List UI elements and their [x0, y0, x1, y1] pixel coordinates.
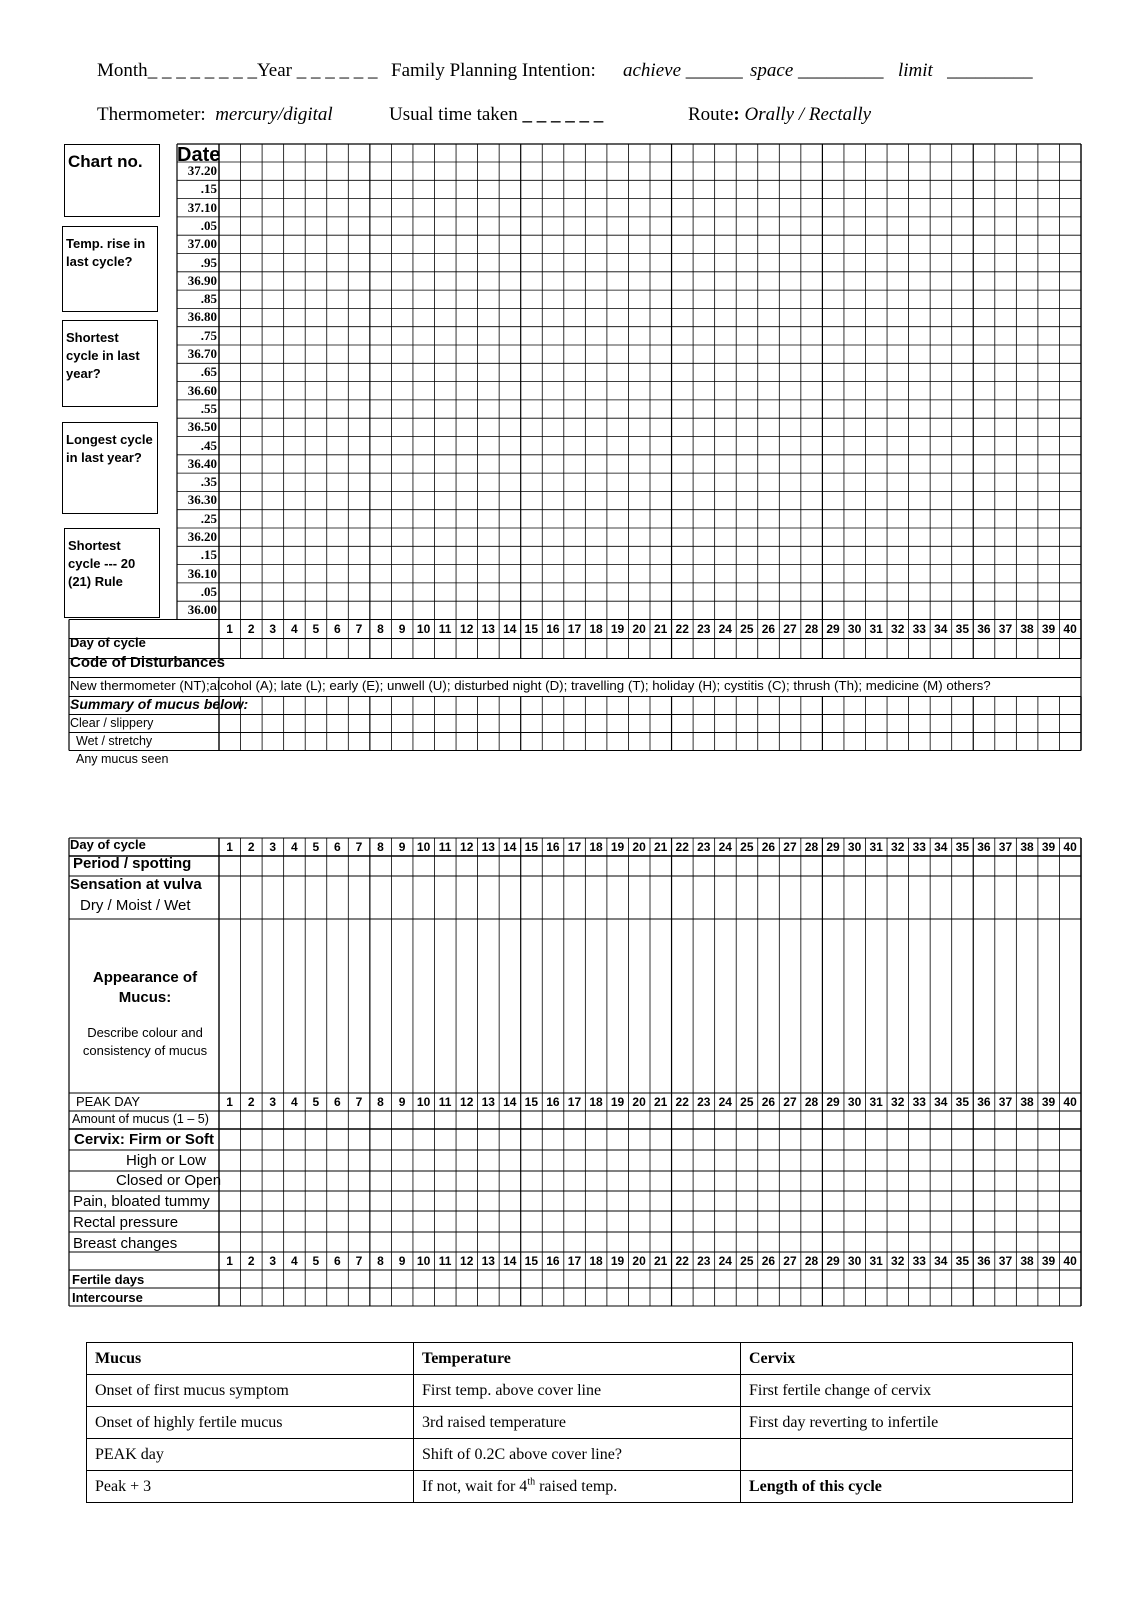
day-number: 28	[804, 840, 819, 854]
day-number: 37	[998, 1095, 1013, 1109]
day-number: 26	[761, 1095, 776, 1109]
day-number: 25	[740, 621, 754, 636]
summary-cell: PEAK day	[87, 1439, 414, 1471]
day-number: 2	[247, 840, 255, 854]
temperature-label: .35	[200, 474, 217, 490]
day-number: 32	[891, 1254, 905, 1268]
day-number: 13	[481, 1254, 495, 1268]
day-number: 6	[334, 840, 341, 854]
temperature-label: .45	[200, 437, 217, 453]
day-number: 5	[312, 840, 320, 854]
summary-header-temperature: Temperature	[414, 1343, 741, 1375]
day-number: 36	[977, 1095, 991, 1109]
day-number: 17	[567, 840, 582, 854]
day-number: 17	[567, 1095, 582, 1109]
day-number: 37	[998, 1254, 1013, 1268]
summary-cell: First day reverting to infertile	[741, 1407, 1073, 1439]
temperature-label: .65	[200, 364, 217, 380]
day-number: 24	[718, 1095, 732, 1109]
day-number: 28	[804, 1254, 819, 1268]
summary-cell: Shift of 0.2C above cover line?	[414, 1439, 741, 1471]
day-number: 33	[912, 840, 926, 854]
temperature-label: .85	[200, 291, 217, 307]
breast-label: Breast changes	[73, 1235, 178, 1252]
cervix-firm-label: Cervix: Firm or Soft	[74, 1131, 215, 1148]
fourth-raised-temp: If not, wait for 4th raised temp.	[422, 1476, 618, 1496]
day-number: 15	[524, 1095, 539, 1109]
summary-cell-4th	[414, 1471, 741, 1503]
longest-cycle-box[interactable]: Longest cycle in last year?	[62, 422, 158, 514]
fertile-days-label: Fertile days	[72, 1272, 145, 1287]
day-number: 31	[869, 840, 883, 854]
summary-cell: First temp. above cover line	[414, 1375, 741, 1407]
chart-no-box[interactable]: Chart no.	[64, 144, 160, 217]
summary-header-cervix: Cervix	[741, 1343, 1073, 1375]
table-row	[87, 1407, 1073, 1439]
day-number: 35	[955, 1254, 970, 1268]
day-number: 7	[355, 621, 363, 636]
day-number: 11	[438, 621, 452, 636]
day-number: 37	[998, 840, 1013, 854]
day-number: 34	[934, 1254, 948, 1268]
code-of-disturbances-label: Code of Disturbances	[70, 654, 226, 671]
day-number: 7	[355, 1254, 363, 1268]
day-number: 13	[481, 1095, 495, 1109]
space-label: space	[750, 60, 794, 81]
pain-label: Pain, bloated tummy	[73, 1193, 210, 1210]
summary-cell: First fertile change of cervix	[741, 1375, 1073, 1407]
day-number: 39	[1041, 1254, 1056, 1268]
day-number: 16	[546, 621, 560, 636]
day-number: 35	[955, 1095, 970, 1109]
day-number: 11	[438, 1254, 452, 1268]
day-number: 39	[1041, 621, 1056, 636]
day-number: 1	[226, 840, 233, 854]
summary-header-mucus: Mucus	[87, 1343, 414, 1375]
day-number: 13	[481, 621, 495, 636]
temperature-label: 36.30	[187, 492, 217, 508]
day-number: 9	[398, 840, 406, 854]
day-number: 22	[675, 621, 689, 636]
day-number: 40	[1063, 621, 1077, 636]
temperature-label: 36.40	[187, 455, 217, 471]
day-number: 35	[955, 840, 970, 854]
day-number: 32	[891, 621, 905, 636]
sensation-label: Sensation at vulva	[70, 876, 202, 893]
day-number: 18	[589, 1254, 603, 1268]
day-number: 20	[632, 1095, 646, 1109]
day-number: 16	[546, 1254, 560, 1268]
summary-cell-length[interactable]: Length of this cycle	[741, 1471, 1073, 1503]
day-number: 31	[869, 621, 883, 636]
day-number: 28	[804, 1095, 819, 1109]
day-number: 27	[783, 621, 797, 636]
day-number: 29	[826, 1095, 840, 1109]
day-number: 23	[697, 1254, 711, 1268]
day-number: 29	[826, 840, 840, 854]
wet-stretchy-label: Wet / stretchy	[76, 734, 153, 748]
day-number: 12	[460, 621, 474, 636]
day-number: 5	[312, 621, 320, 636]
day-number: 19	[610, 1095, 625, 1109]
appearance-desc: Describe colour and consistency of mucus	[82, 1025, 208, 1058]
month-field[interactable]: _ _ _ _ _ _ _ _	[147, 60, 257, 81]
summary-cell: Onset of first mucus symptom	[87, 1375, 414, 1407]
day-number: 5	[312, 1095, 320, 1109]
day-number: 19	[610, 1254, 625, 1268]
day-number: 23	[697, 621, 711, 636]
day-number: 25	[740, 1095, 754, 1109]
day-number: 2	[247, 1095, 255, 1109]
day-number: 29	[826, 1254, 840, 1268]
day-number: 30	[847, 621, 862, 636]
day-number: 12	[460, 1254, 474, 1268]
day-number: 3	[269, 1254, 277, 1268]
disturbances-text: New thermometer (NT);alcohol (A); late (L); early (E); unwell (U); disturbed night (D); travelling (T); holiday (H); cystitis (C); thrush (Th); medicine (M) others?	[70, 678, 991, 693]
day-number: 20	[632, 840, 646, 854]
day-number: 26	[761, 621, 776, 636]
space-field[interactable]: _________	[798, 60, 884, 81]
day-number: 33	[912, 621, 926, 636]
day-number: 28	[804, 621, 819, 636]
temp-rise-box[interactable]: Temp. rise in last cycle?	[62, 226, 158, 312]
day-number: 14	[503, 1095, 517, 1109]
peak-day-label: PEAK DAY	[76, 1094, 141, 1109]
day-number: 10	[416, 621, 431, 636]
day-number: 19	[610, 621, 625, 636]
day-number: 32	[891, 840, 905, 854]
summary-table	[86, 1342, 1073, 1503]
day-number: 9	[398, 1095, 406, 1109]
period-spotting-label: Period / spotting	[73, 855, 192, 872]
day-number: 3	[269, 840, 277, 854]
day-number: 18	[589, 621, 603, 636]
day-number: 10	[416, 1254, 431, 1268]
temperature-label: .25	[200, 510, 217, 526]
day-number: 16	[546, 840, 560, 854]
summary-of-mucus-label: Summary of mucus below:	[70, 696, 249, 712]
achieve-field[interactable]: ______	[685, 60, 743, 81]
day-number: 26	[761, 840, 776, 854]
day-number: 14	[503, 840, 517, 854]
amount-of-mucus-label: Amount of mucus (1 – 5)	[72, 1112, 209, 1126]
day-number: 4	[290, 840, 298, 854]
day-number: 3	[269, 621, 277, 636]
day-number: 10	[416, 840, 431, 854]
day-number: 11	[438, 840, 452, 854]
day-number: 11	[438, 1095, 452, 1109]
day-number: 30	[847, 840, 862, 854]
thermometer-label: Thermometer:	[97, 104, 206, 125]
summary-header-row	[87, 1343, 1073, 1375]
temperature-label: 36.50	[187, 419, 217, 435]
day-number: 37	[998, 621, 1013, 636]
temperature-label: .05	[200, 583, 217, 599]
summary-cell[interactable]	[741, 1439, 1073, 1471]
day-number: 8	[377, 621, 384, 636]
day-number: 40	[1063, 840, 1077, 854]
day-number: 38	[1020, 1095, 1034, 1109]
month-label: Month	[97, 60, 148, 81]
day-number: 34	[934, 840, 948, 854]
day-number: 30	[847, 1254, 862, 1268]
usual-time-field[interactable]: _ _ _ _ _ _	[522, 104, 604, 125]
shortest-cycle-box[interactable]: Shortest cycle in last year?	[62, 320, 158, 407]
route-colon: :	[733, 104, 740, 125]
rectal-label: Rectal pressure	[73, 1214, 179, 1231]
day-number: 21	[653, 1254, 668, 1268]
day-number: 34	[934, 1095, 948, 1109]
day-number: 24	[718, 1254, 732, 1268]
cervix-closed-label: Closed or Open	[116, 1172, 222, 1189]
limit-label: limit	[898, 60, 933, 81]
day-number: 38	[1020, 621, 1034, 636]
temperature-label: .95	[200, 254, 217, 270]
usual-time-label: Usual time taken	[389, 104, 518, 125]
day-number: 16	[546, 1095, 560, 1109]
clear-slippery-label: Clear / slippery	[70, 716, 154, 730]
day-number: 25	[740, 1254, 754, 1268]
summary-cell: Onset of highly fertile mucus	[87, 1407, 414, 1439]
route-value: Orally / Rectally	[744, 104, 872, 125]
temperature-label: 36.00	[187, 602, 217, 618]
appearance-title: Appearance of Mucus:	[92, 969, 198, 1006]
day-number: 36	[977, 1254, 991, 1268]
day-number: 1	[226, 621, 233, 636]
temperature-label: 36.70	[187, 346, 217, 361]
day-number: 34	[934, 621, 948, 636]
day-number: 20	[632, 621, 646, 636]
route-label: Route	[688, 104, 734, 125]
day-number: 23	[697, 1095, 711, 1109]
day-number: 4	[290, 1095, 298, 1109]
table-row	[87, 1375, 1073, 1407]
day-number: 33	[912, 1095, 926, 1109]
achieve-label: achieve	[623, 60, 682, 81]
day-number: 18	[589, 840, 603, 854]
sensation-options: Dry / Moist / Wet	[80, 897, 191, 914]
temperature-label: .55	[200, 400, 217, 416]
day-number: 36	[977, 621, 991, 636]
day-number: 25	[740, 840, 754, 854]
day-number: 3	[269, 1095, 277, 1109]
day-number: 39	[1041, 840, 1056, 854]
day-number: 27	[783, 1254, 797, 1268]
day-number: 12	[460, 840, 474, 854]
day-number: 8	[377, 1095, 384, 1109]
table-row	[87, 1439, 1073, 1471]
day-number: 26	[761, 1254, 776, 1268]
day-number: 29	[826, 621, 840, 636]
temperature-label: 36.90	[187, 272, 217, 288]
day-number: 19	[610, 840, 625, 854]
temperature-label: .15	[200, 547, 217, 563]
limit-field[interactable]: _________	[947, 60, 1033, 81]
intention-label: Family Planning Intention:	[391, 60, 596, 81]
day-number: 17	[567, 621, 582, 636]
temperature-label: 36.60	[187, 382, 217, 398]
day-number: 39	[1041, 1095, 1056, 1109]
day-number: 1	[226, 1095, 233, 1109]
day-number: 15	[524, 621, 539, 636]
day-number: 27	[783, 840, 797, 854]
day-number: 9	[398, 621, 406, 636]
intercourse-label: Intercourse	[72, 1290, 143, 1305]
day-number: 35	[955, 621, 970, 636]
year-field[interactable]: _ _ _ _ _ _	[296, 60, 378, 81]
day-number: 9	[398, 1254, 406, 1268]
day-number: 20	[632, 1254, 646, 1268]
bottom-day-of-cycle-label: Day of cycle	[70, 837, 146, 852]
summary-cell: 3rd raised temperature	[414, 1407, 741, 1439]
summary-cell: Peak + 3	[87, 1471, 414, 1503]
temperature-label: 36.20	[187, 529, 217, 544]
year-label: Year	[256, 60, 292, 81]
day-number: 8	[377, 1254, 384, 1268]
day-number: 40	[1063, 1095, 1077, 1109]
day-number: 33	[912, 1254, 926, 1268]
date-label: Date	[177, 144, 221, 166]
temperature-label: 36.10	[187, 565, 217, 581]
temperature-label: .15	[200, 181, 217, 197]
day-number: 10	[416, 1095, 431, 1109]
day-number: 12	[460, 1095, 474, 1109]
day-number: 6	[334, 1254, 341, 1268]
temperature-label: 37.00	[187, 236, 217, 252]
day-number: 38	[1020, 1254, 1034, 1268]
day-number: 40	[1063, 1254, 1077, 1268]
day-number: 18	[589, 1095, 603, 1109]
day-number: 22	[675, 1095, 689, 1109]
day-number: 6	[334, 1095, 341, 1109]
day-number: 14	[503, 621, 517, 636]
day-number: 27	[783, 1095, 797, 1109]
rule-box[interactable]: Shortest cycle --- 20 (21) Rule	[64, 528, 160, 618]
temperature-label: 36.80	[187, 309, 217, 325]
day-number: 36	[977, 840, 991, 854]
day-number: 6	[334, 621, 341, 636]
table-row	[87, 1471, 1073, 1503]
day-number: 14	[503, 1254, 517, 1268]
day-number: 4	[290, 621, 298, 636]
day-number: 22	[675, 1254, 689, 1268]
any-mucus-label: Any mucus seen	[76, 752, 169, 766]
day-number: 38	[1020, 840, 1034, 854]
day-number: 13	[481, 840, 495, 854]
day-number: 21	[653, 621, 668, 636]
temperature-label: 37.20	[187, 163, 217, 178]
day-number: 2	[247, 621, 255, 636]
temperature-label: .75	[200, 327, 217, 343]
day-number: 21	[653, 840, 668, 854]
day-number: 24	[718, 621, 732, 636]
day-number: 1	[226, 1254, 233, 1268]
day-number: 7	[355, 1095, 363, 1109]
temperature-label: 37.10	[187, 199, 217, 215]
day-number: 31	[869, 1095, 883, 1109]
day-number: 2	[247, 1254, 255, 1268]
day-number: 24	[718, 840, 732, 854]
day-number: 15	[524, 1254, 539, 1268]
day-number: 8	[377, 840, 384, 854]
day-number: 7	[355, 840, 363, 854]
day-number: 32	[891, 1095, 905, 1109]
day-number: 23	[697, 840, 711, 854]
day-number: 22	[675, 840, 689, 854]
day-number: 30	[847, 1095, 862, 1109]
day-number: 4	[290, 1254, 298, 1268]
cervix-high-label: High or Low	[126, 1152, 207, 1169]
day-of-cycle-label: Day of cycle	[70, 635, 146, 650]
day-number: 21	[653, 1095, 668, 1109]
day-number: 17	[567, 1254, 582, 1268]
day-number: 5	[312, 1254, 320, 1268]
temperature-label: .05	[200, 217, 217, 233]
thermometer-value: mercury/digital	[215, 104, 333, 125]
day-number: 31	[869, 1254, 883, 1268]
day-number: 15	[524, 840, 539, 854]
